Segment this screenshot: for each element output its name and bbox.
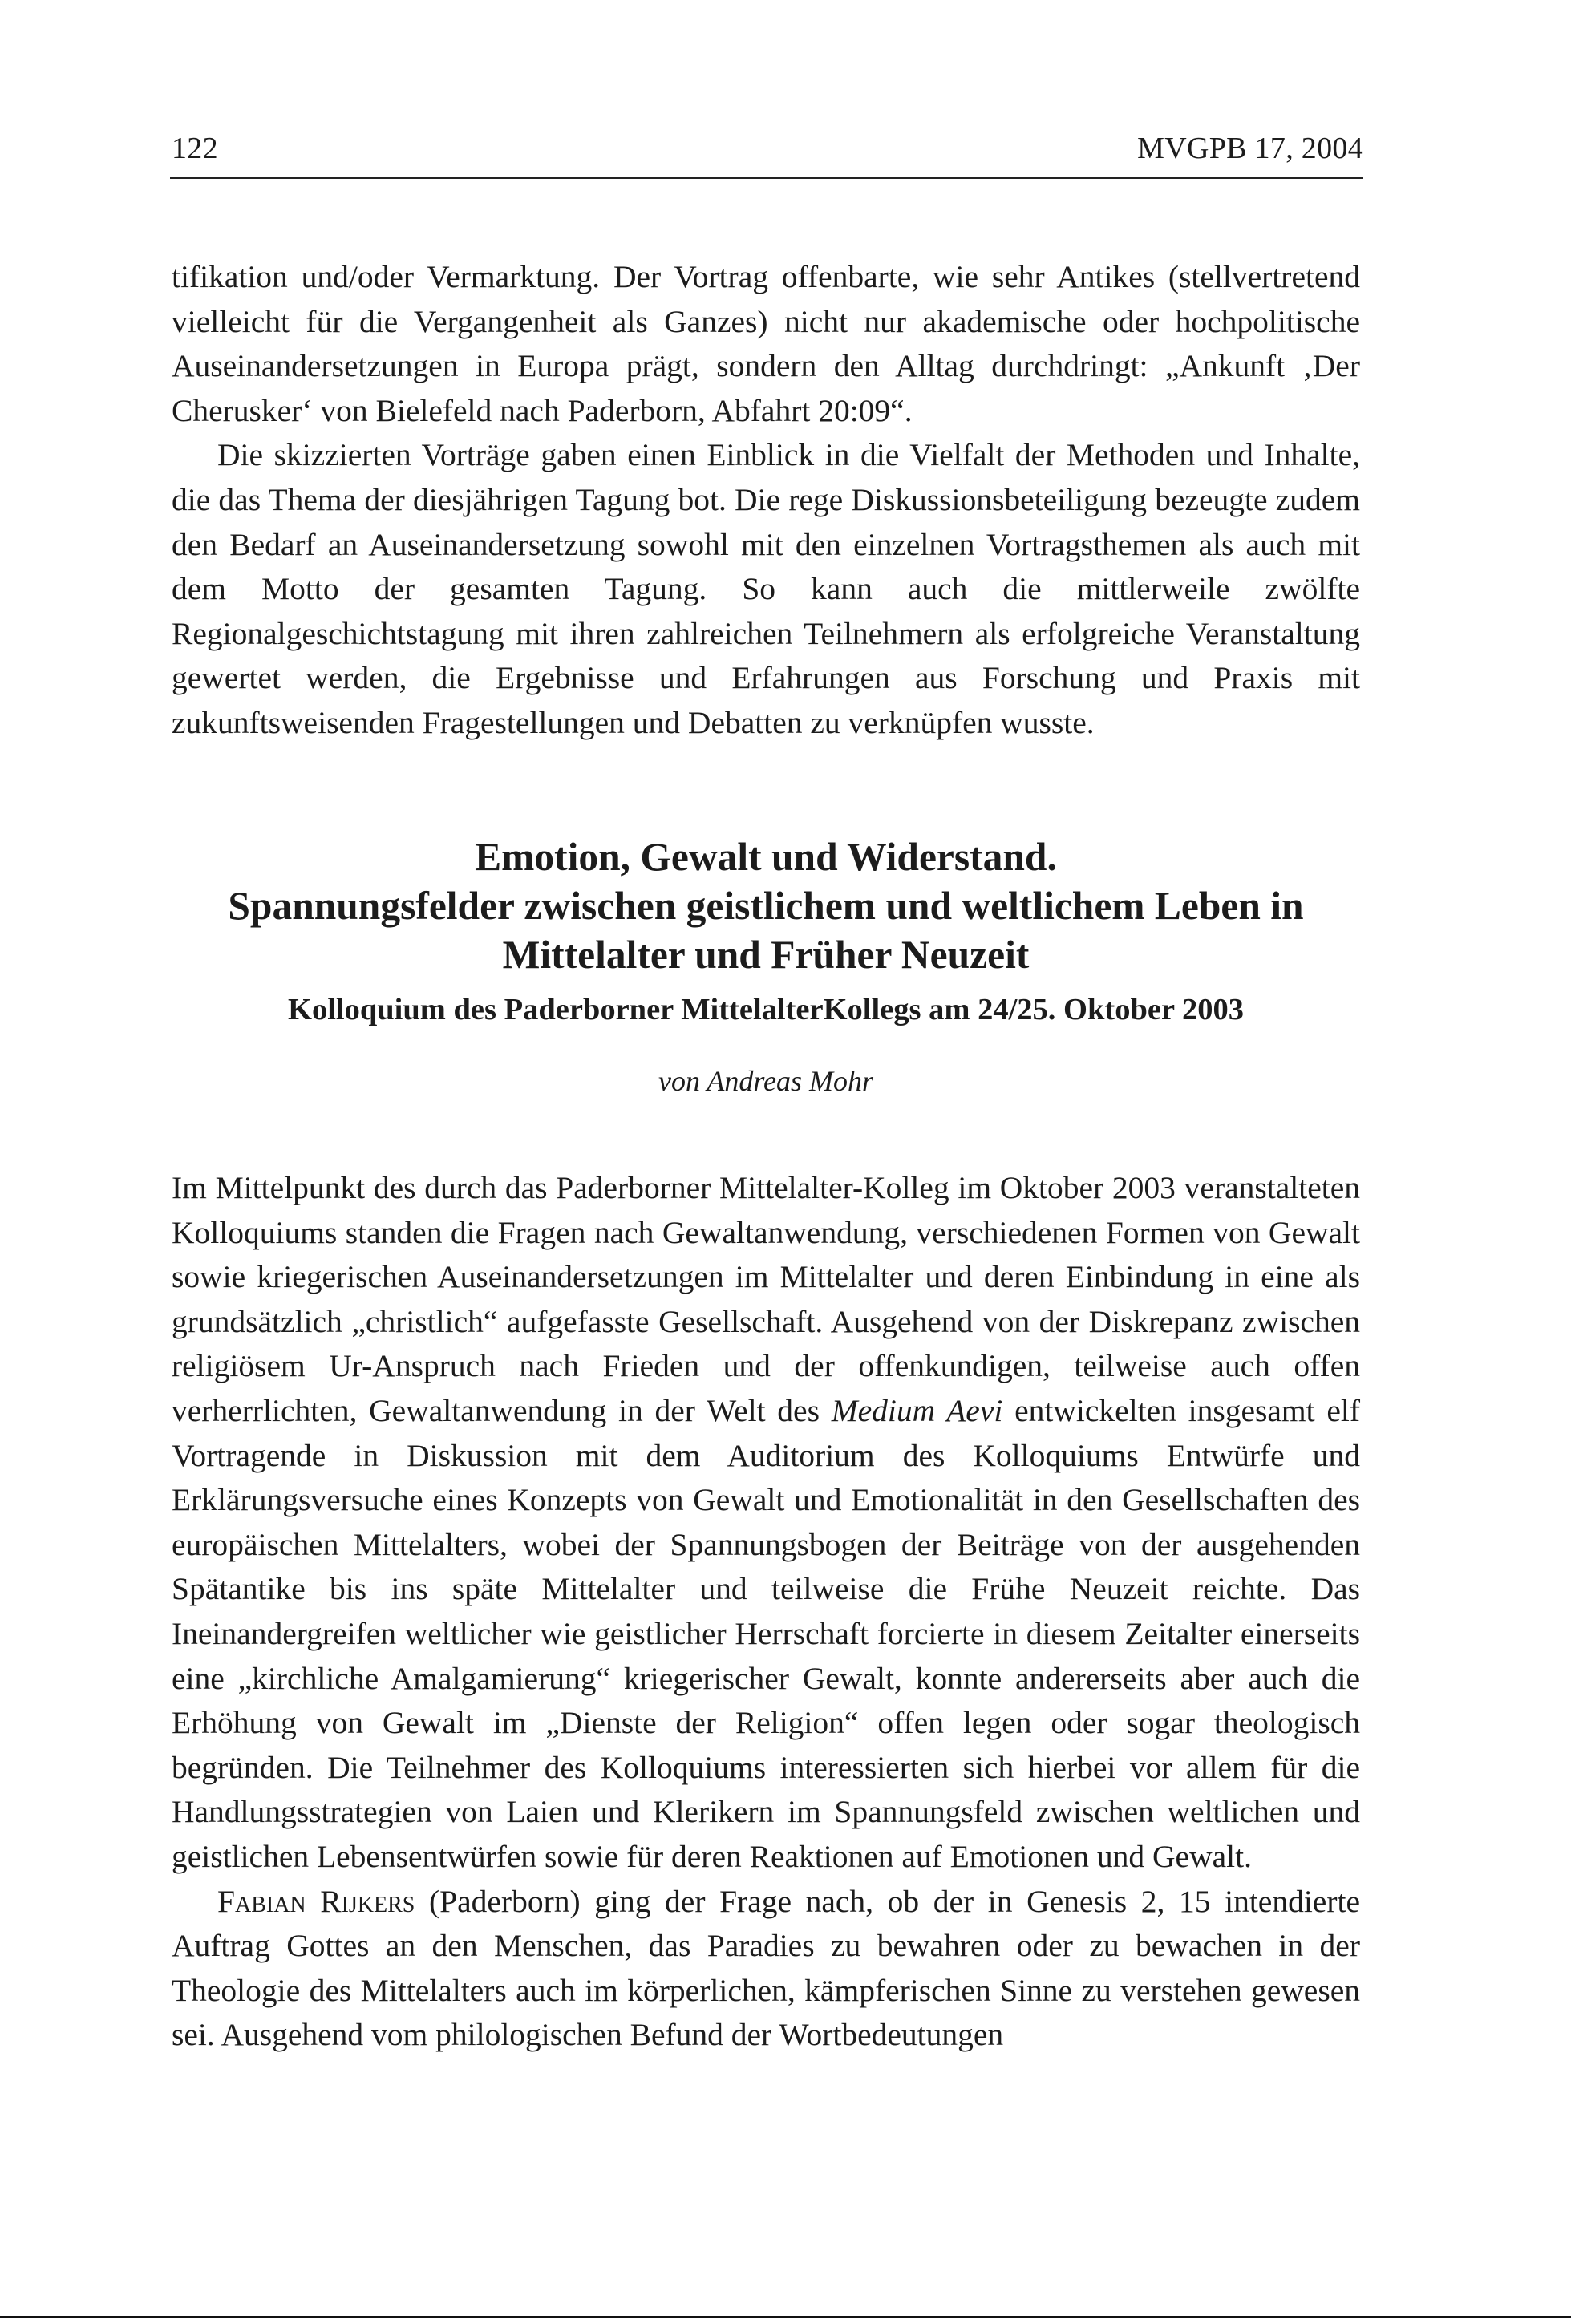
paragraph-intro [172, 1166, 1360, 1880]
article-title [172, 832, 1360, 979]
speaker-name: Fabian Rijkers [217, 1883, 415, 1919]
title-line: Spannungsfelder zwischen geistlichem und weltlichem Leben in [228, 884, 1304, 928]
paragraph-continuation: tifikation und/oder Vermarktung. Der Vortrag offenbarte, wie sehr Antikes (stellvertretend vielleicht für die Vergangenheit als Ganzes) nicht nur akademische oder hochpolitische Auseinandersetzungen in Europa prägt, sondern den Alltag durchdringt: „Ankunft ‚Der Cherusker‘ von Bielefeld nach Paderborn, Abfahrt 20:09“. [172, 259, 1360, 428]
italic-term: Medium Aevi [831, 1392, 1003, 1428]
title-line: Mittelalter und Früher Neuzeit [502, 933, 1030, 977]
running-header [170, 131, 1363, 177]
paragraph-speaker [172, 1880, 1360, 2058]
previous-article-text [172, 255, 1360, 746]
article-subtitle: Kolloquium des Paderborner MittelalterKollegs am 24/25. Oktober 2003 [288, 993, 1244, 1026]
paragraph-text: (Paderborn) ging der Frage nach, ob der in Genesis 2, 15 intendierte Auftrag Gottes an den Menschen, das Paradies zu bewahren oder zu bewachen in der Theologie des Mittelalters auch im körperlichen, kämpferischen Sinne zu verstehen gewesen sei. Ausgehend vom philologischen Befund der Wortbedeutungen [172, 1883, 1360, 2053]
byline-prefix: von [658, 1065, 700, 1097]
scan-edge-rule [0, 2316, 1571, 2318]
byline [172, 1062, 1360, 1100]
header-rule [170, 177, 1363, 179]
paragraph-text: entwickelten insgesamt elf Vortragende in Diskussion mit dem Auditorium des Kolloquiums Entwürfe und Erklärungsversuche eines Konzepts von Gewalt und Emotionalität in den Gesellschaften des europäischen Mittelalters, wobei der Spannungsbogen der Beiträge von der ausgehenden Spätantike bis ins späte Mittelalter und teilweise die Frühe Neuzeit reichte. Das Ineinandergreifen weltlicher wie geistlicher Herrschaft forcierte in diesem Zeitalter einerseits eine „kirchliche Amalgamierung“ kriegerischer Gewalt, konnte andererseits aber auch die Erhöhung von Gewalt im „Dienste der Religion“ offen legen oder sogar theologisch begründen. Die Teilnehmer des Kolloquiums interessierten sich hierbei vor allem für die Handlungsstrategien von Laien und Klerikern im Spannungsfeld zwischen weltlichen und geistlichen Lebensentwürfen sowie für deren Reaktionen auf Emotionen und Gewalt. [172, 1392, 1361, 1874]
journal-citation: MVGPB 17, 2004 [1137, 132, 1363, 165]
paragraph-conclusion: Die skizzierten Vorträge gaben einen Einblick in die Vielfalt der Methoden und Inhalte, die das Thema der diesjährigen Tagung bot. Die rege Diskussionsbeteiligung bezeugte zudem den Bedarf an Auseinandersetzung sowohl mit den einzelnen Vortragsthemen als auch mit dem Motto der gesamten Tagung. So kann auch die mittlerweile zwölfte Regionalgeschichtstagung mit ihren zahlreichen Teilnehmern als erfolgreiche Veranstaltung gewertet werden, die Ergebnisse und Erfahrungen aus Forschung und Praxis mit zukunftsweisenden Fragestellungen und Debatten zu verknüpfen wusste. [172, 437, 1360, 740]
paragraph-text: Im Mittelpunkt des durch das Paderborner Mittelalter-Kolleg im Oktober 2003 veranstalteten Kolloquiums standen die Fragen nach Gewaltanwendung, verschiedenen Formen von Gewalt sowie kriegerischen Auseinandersetzungen im Mittelalter und deren Einbindung in eine als grundsätzlich „christlich“ aufgefasste Gesellschaft. Ausgehend von der Diskrepanz zwischen religiösem Ur-Anspruch nach Frieden und der offenkundigen, teilweise auch offen verherrlichten, Gewaltanwendung in der Welt des [172, 1170, 1360, 1428]
author-name: Andreas Mohr [707, 1065, 873, 1097]
article-body [172, 1166, 1360, 2058]
title-line: Emotion, Gewalt und Widerstand. [475, 835, 1057, 879]
page-number: 122 [172, 132, 218, 165]
